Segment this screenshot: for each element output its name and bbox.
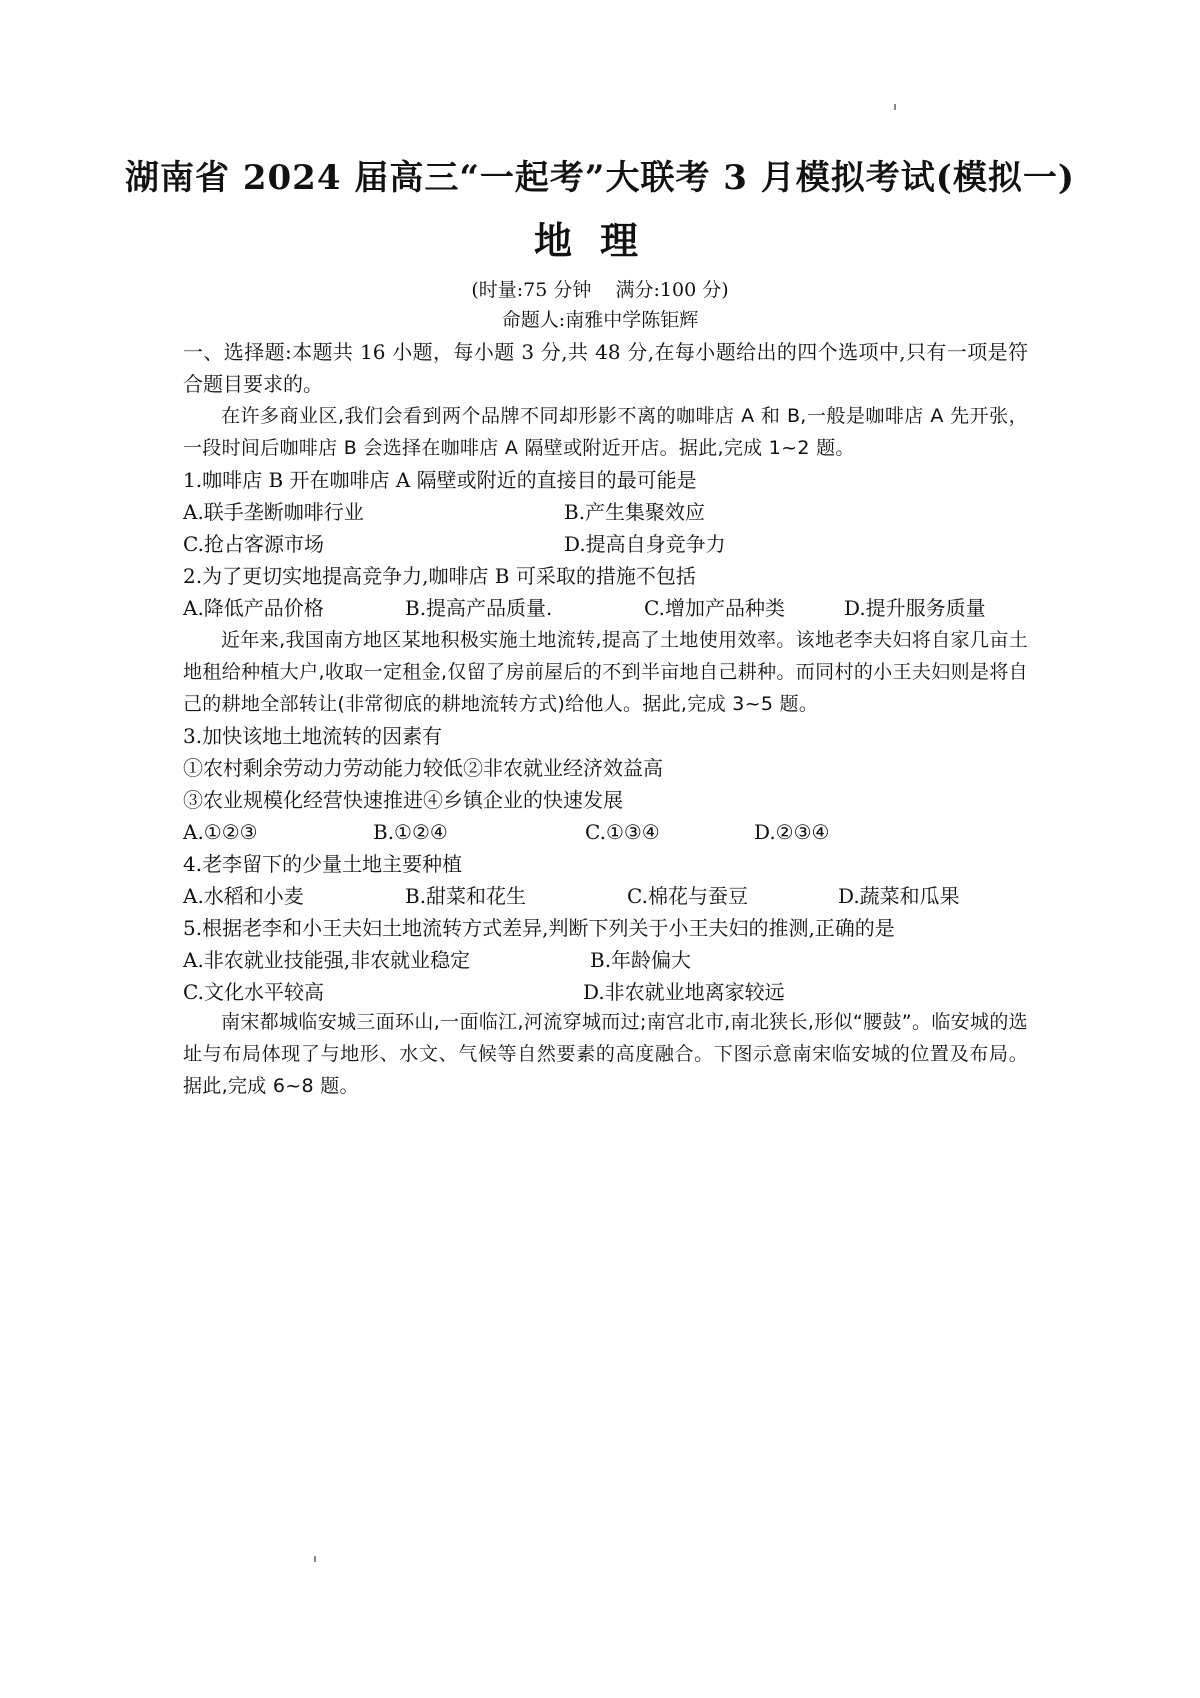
question-5-stem: 5.根据老李和小王夫妇土地流转方式差异,判断下列关于小王夫妇的推测,正确的是: [183, 916, 895, 940]
question-2-stem: 2.为了更切实地提高竞争力,咖啡店 B 可采取的措施不包括: [183, 564, 696, 588]
question-5-option-a: A.非农就业技能强,非农就业稳定: [183, 948, 471, 972]
question-4-option-d: D.蔬菜和瓜果: [838, 884, 960, 908]
question-3-statements-2: ③农业规模化经营快速推进④乡镇企业的快速发展: [183, 788, 623, 812]
question-1-stem: 1.咖啡店 B 开在咖啡店 A 隔壁或附近的直接目的最可能是: [183, 468, 697, 492]
question-2-option-a: A.降低产品价格: [183, 596, 324, 620]
author-line: 命题人:南雅中学陈钜辉: [501, 309, 699, 331]
scan-mark: [314, 1556, 316, 1562]
time-info: (时量:75 分钟 满分:100 分): [471, 279, 729, 301]
question-5-option-b: B.年龄偏大: [590, 948, 692, 972]
question-3-option-a: A.①②③: [183, 820, 258, 844]
question-2-option-b: B.提高产品质量.: [405, 596, 553, 620]
scan-mark: [894, 104, 896, 110]
exam-title: 湖南省 2024 届高三“一起考”大联考 3 月模拟考试(模拟一): [125, 158, 1075, 198]
question-1-option-b: B.产生集聚效应: [564, 500, 706, 524]
question-1-option-d: D.提高自身竞争力: [564, 532, 726, 556]
question-2-option-d: D.提升服务质量: [844, 596, 986, 620]
subject-title: 地理: [533, 218, 666, 263]
question-3-option-c: C.①③④: [585, 820, 660, 844]
question-1-option-c: C.抢占客源市场: [183, 532, 324, 556]
passage-2: 近年来,我国南方地区某地积极实施土地流转,提高了土地使用效率。该地老李夫妇将自家几亩土地租给种植大户,收取一定租金,仅留了房前屋后的不到半亩地自己耕种。而同村的小王夫妇则是将自己的耕地全部转让(非常彻底的耕地流转方式)给他人。据此,完成 3~5 题。: [183, 629, 1028, 715]
question-4-option-b: B.甜菜和花生: [405, 884, 527, 908]
section-instructions: 一、选择题:本题共 16 小题，每小题 3 分,共 48 分,在每小题给出的四个选项中,只有一项是符合题目要求的。: [183, 340, 1028, 396]
question-4-option-a: A.水稻和小麦: [183, 884, 304, 908]
question-3-stem: 3.加快该地土地流转的因素有: [183, 724, 443, 748]
question-3-option-d: D.②③④: [754, 820, 830, 844]
question-3-option-b: B.①②④: [373, 820, 448, 844]
question-5-option-c: C.文化水平较高: [183, 980, 324, 1004]
passage-1: 在许多商业区,我们会看到两个品牌不同却形影不离的咖啡店 A 和 B,一般是咖啡店 A 先开张，一段时间后咖啡店 B 会选择在咖啡店 A 隔壁或附近开店。据此,完成 1~2 题。: [183, 405, 1028, 459]
passage-3: 南宋都城临安城三面环山,一面临江,河流穿城而过;南宫北市,南北狭长,形似“腰鼓”。临安城的选址与布局体现了与地形、水文、气候等自然要素的高度融合。下图示意南宋临安城的位置及布局。据此,完成 6~8 题。: [183, 1011, 1028, 1097]
question-1-option-a: A.联手垄断咖啡行业: [183, 500, 364, 524]
question-3-statements-1: ①农村剩余劳动力劳动能力较低②非农就业经济效益高: [183, 756, 663, 780]
question-5-option-d: D.非农就业地离家较远: [583, 980, 785, 1004]
question-4-option-c: C.棉花与蚕豆: [627, 884, 748, 908]
question-2-option-c: C.增加产品种类: [644, 596, 785, 620]
question-4-stem: 4.老李留下的少量土地主要种植: [183, 852, 463, 876]
